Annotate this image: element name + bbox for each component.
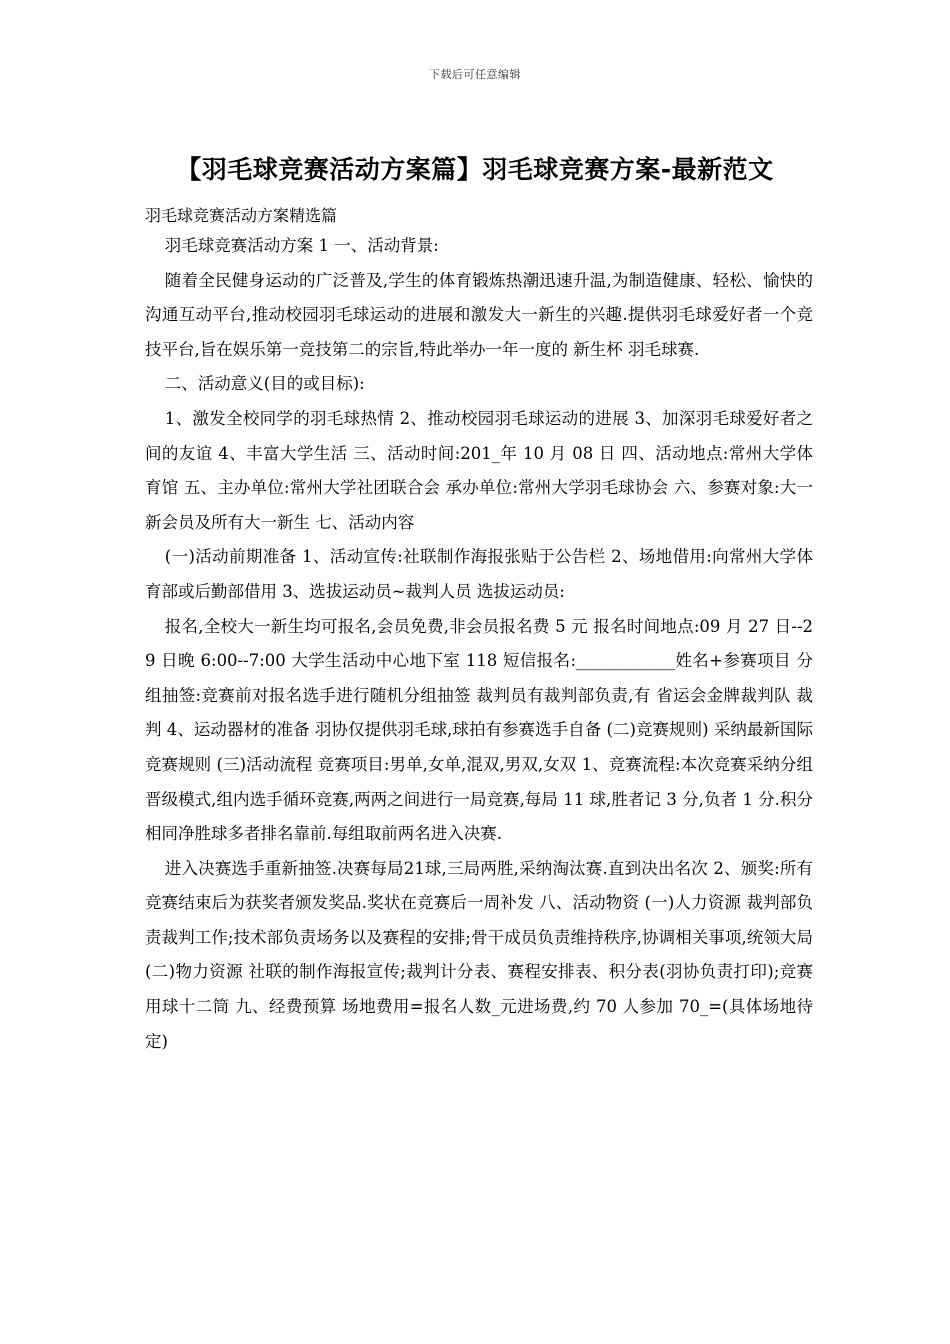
document-title: 【羽毛球竞赛活动方案篇】羽毛球竞赛方案-最新范文 <box>176 155 774 184</box>
header-note: 下载后可任意编辑 <box>429 68 521 81</box>
paragraph-goals-details: 1、激发全校同学的羽毛球热情 2、推动校园羽毛球运动的进展 3、加深羽毛球爱好者之间的友谊 4、丰富大学生活 三、活动时间:201_年 10 月 08 日 四、活动地点:常州大学体育馆 五、主办单位:常州大学社团联合会 承办单位:常州大学羽毛球协会 六、参赛对象:大一新会员及所有大一新生 七、活动内容 <box>145 408 813 532</box>
document-subtitle: 羽毛球竞赛活动方案精选篇 <box>145 206 338 225</box>
paragraph-significance-heading: 二、活动意义(目的或目标): <box>164 374 365 394</box>
document-body <box>145 229 813 1059</box>
paragraph-preparation: (一)活动前期准备 1、活动宣传:社联制作海报张贴于公告栏 2、场地借用:向常州大学体育部或后勤部借用 3、选拔运动员~裁判人员 选拔运动员: <box>145 547 813 601</box>
paragraph-background: 随着全民健身运动的广泛普及,学生的体育锻炼热潮迅速升温,为制造健康、轻松、愉快的沟通互动平台,推动校园羽毛球运动的进展和激发大一新生的兴趣.提供羽毛球爱好者一个竞技平台,旨在娱乐第一竞技第二的宗旨,特此举办一年一度的 新生杯 羽毛球赛. <box>145 270 813 359</box>
paragraph-plan-intro: 羽毛球竞赛活动方案 1 一、活动背景: <box>164 236 439 255</box>
paragraph-finals-budget: 进入决赛选手重新抽签.决赛每局21球,三局两胜,采纳淘汰赛.直到决出名次 2、颁奖:所有竞赛结束后为获奖者颁发奖品.奖状在竞赛后一周补发 八、活动物资 (一)人力资源 裁判部负责裁判工作;技术部负责场务以及赛程的安排;骨干成员负责维持秩序,协调相关事项,统领大局 (二)物力资源 社联的制作海报宣传;裁判计分表、赛程安排表、积分表(羽协负责打印);竞赛用球十二筒 九、经费预算 场地费用=报名人数_元进场费,约 70 人参加 70_=(具体场地待定) <box>145 858 813 1051</box>
paragraph-registration-rules: 报名,全校大一新生均可报名,会员免费,非会员报名费 5 元 报名时间地点:09 月 27 日--29 日晚 6:00--7:00 大学生活动中心地下室 118 短信报名:____________姓名+参赛项目 分组抽签:竞赛前对报名选手进行随机分组抽签 裁判员有裁判部负责,有 省运会金牌裁判队 裁判 4、运动器材的准备 羽协仅提供羽毛球,球拍有参赛选手自备 (二)竞赛规则) 采纳最新国际竞赛规则 (三)活动流程 竞赛项目:男单,女单,混双,男双,女双 1、竞赛流程:本次竞赛采纳分组晋级模式,组内选手循环竞赛,两两之间进行一局竞赛,每局 11 球,胜者记 3 分,负者 1 分.积分相同净胜球多者排名靠前.每组取前两名进入决赛. <box>145 616 813 844</box>
